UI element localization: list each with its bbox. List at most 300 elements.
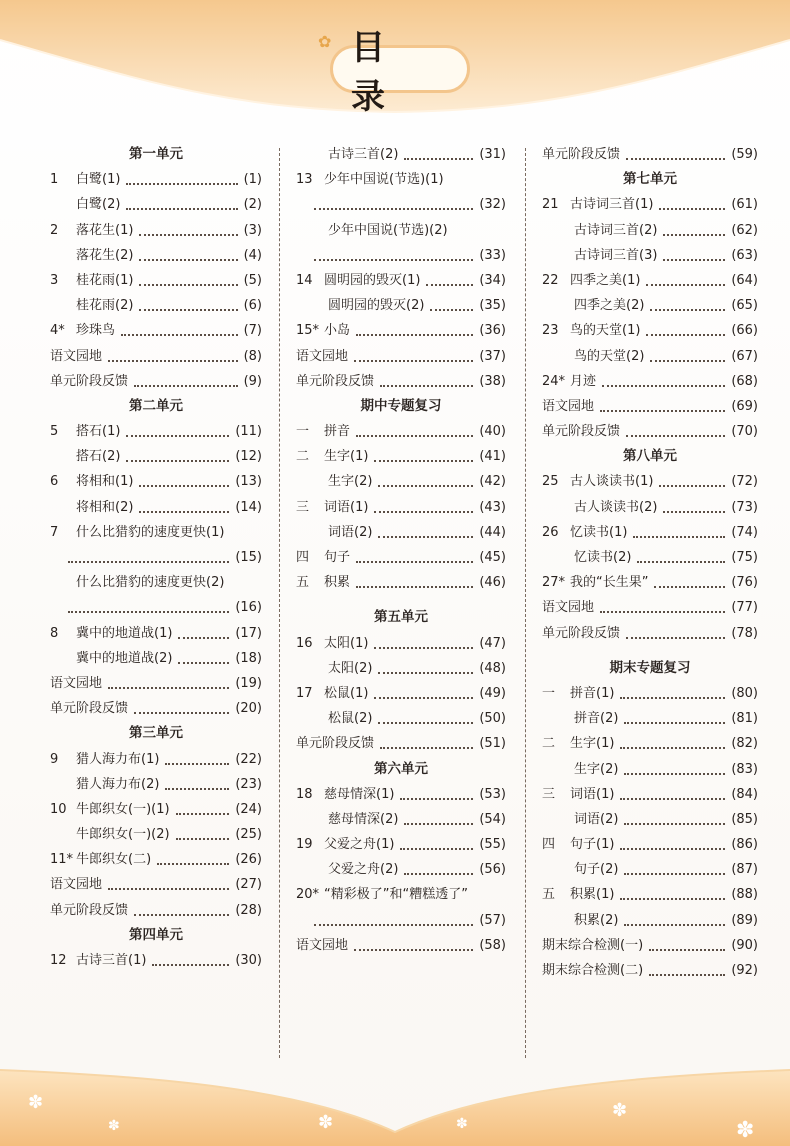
leader-dots — [600, 410, 725, 412]
entry-title: 落花生(2) — [76, 247, 134, 263]
toc-entry — [542, 520, 758, 545]
toc-entry — [50, 495, 262, 520]
leader-dots — [624, 924, 725, 926]
toc-entry — [50, 167, 262, 192]
leader-dots — [380, 747, 473, 749]
leader-dots — [663, 234, 725, 236]
toc-entry — [50, 545, 262, 570]
toc-entry — [50, 696, 262, 721]
entry-title: 四季之美(2) — [574, 298, 645, 314]
entry-title: 生字(1) — [570, 736, 615, 752]
page-number: (17) — [235, 625, 262, 641]
leader-dots — [404, 158, 473, 160]
page-number: (33) — [479, 247, 506, 263]
page-number: (75) — [731, 550, 758, 565]
toc-entry — [542, 570, 758, 595]
toc-entry — [50, 419, 262, 444]
entry-title: 什么比猎豹的速度更快(1) — [76, 524, 225, 540]
toc-entry — [50, 747, 262, 772]
entry-number: 6 — [50, 474, 59, 490]
page-number: (70) — [731, 424, 758, 440]
page-number: (13) — [235, 474, 262, 490]
toc-entry — [542, 142, 758, 167]
toc-column-3 — [542, 142, 758, 983]
entry-title: 冀中的地道战(2) — [76, 650, 173, 666]
page-number: (38) — [479, 373, 506, 389]
toc-entry — [542, 731, 758, 756]
entry-title: 单元阶段反馈 — [50, 902, 129, 918]
entry-number: 1 — [50, 172, 59, 188]
entry-title: 语文园地 — [542, 398, 595, 414]
leader-dots — [139, 485, 229, 487]
leader-dots — [126, 183, 238, 185]
entry-title: 白鹭(2) — [76, 197, 121, 213]
leader-dots — [356, 586, 473, 588]
entry-number: 五 — [296, 575, 310, 591]
leader-dots — [624, 773, 725, 775]
page-number: (89) — [731, 912, 758, 928]
leader-dots — [356, 561, 473, 563]
flower-icon: ✽ — [28, 1092, 44, 1113]
entry-title: 小岛 — [324, 323, 351, 339]
toc-entry — [542, 268, 758, 293]
toc-entry — [50, 243, 262, 268]
toc-entry — [50, 469, 262, 494]
entry-number: 18 — [296, 786, 313, 802]
entry-title: 猎人海力布(2) — [76, 776, 160, 792]
entry-title: 古诗词三首(2) — [574, 222, 658, 238]
entry-number: 三 — [296, 499, 310, 515]
page-number: (73) — [731, 499, 758, 515]
entry-title: 句子(1) — [570, 837, 615, 853]
entry-number: 12 — [50, 953, 67, 968]
spacer — [296, 595, 506, 605]
entry-title: 词语(2) — [574, 811, 619, 827]
leader-dots — [126, 435, 229, 437]
entry-number: 一 — [296, 424, 310, 440]
leader-dots — [633, 536, 725, 538]
leader-dots — [626, 158, 725, 160]
entry-title: 拼音(1) — [570, 685, 615, 701]
entry-title: 语文园地 — [50, 348, 103, 364]
toc-entry — [542, 757, 758, 782]
leader-dots — [108, 687, 229, 689]
section-heading-text: 第五单元 — [374, 609, 428, 626]
toc-entry — [50, 847, 262, 872]
toc-entry — [296, 832, 506, 857]
leader-dots — [380, 385, 473, 387]
toc-entry — [542, 293, 758, 318]
toc-entry — [50, 872, 262, 897]
section-heading-text: 第八单元 — [623, 448, 677, 465]
page-number: (63) — [731, 247, 758, 263]
page-number: (31) — [479, 147, 506, 162]
toc-entry — [50, 218, 262, 243]
toc-entry — [542, 782, 758, 807]
page-number: (65) — [731, 298, 758, 314]
page-number: (19) — [235, 675, 262, 691]
leader-dots — [314, 924, 473, 926]
toc-entry — [542, 344, 758, 369]
toc-entry — [542, 681, 758, 706]
entry-title: 期末综合检测(二) — [542, 963, 644, 978]
leader-dots — [354, 949, 473, 951]
leader-dots — [165, 763, 229, 765]
toc-entry — [542, 807, 758, 832]
page-number: (81) — [731, 711, 758, 727]
leader-dots — [646, 284, 725, 286]
toc-entry — [542, 857, 758, 882]
leader-dots — [663, 511, 725, 513]
section-heading — [542, 167, 758, 192]
toc-entry — [296, 268, 506, 293]
leader-dots — [404, 873, 473, 875]
page-number: (92) — [731, 963, 758, 978]
entry-number: 四 — [542, 837, 556, 853]
leader-dots — [649, 949, 725, 951]
toc-entry — [50, 595, 262, 620]
page-number: (11) — [235, 424, 262, 440]
page-number: (51) — [479, 736, 506, 752]
section-heading-text: 第六单元 — [374, 760, 428, 777]
leader-dots — [624, 873, 725, 875]
toc-entry — [296, 344, 506, 369]
toc-entry — [296, 857, 506, 882]
toc-entry — [296, 318, 506, 343]
entry-title: 古诗词三首(3) — [574, 247, 658, 263]
toc-entry — [542, 243, 758, 268]
page-number: (55) — [479, 837, 506, 853]
toc-entry — [296, 706, 506, 731]
entry-title: 鸟的天堂(1) — [570, 323, 641, 339]
entry-title: 松鼠(1) — [324, 685, 369, 701]
section-heading — [542, 444, 758, 469]
page-number: (86) — [731, 837, 758, 853]
toc-entry — [50, 268, 262, 293]
leader-dots — [620, 848, 725, 850]
page-number: (28) — [235, 902, 262, 918]
page-number: (4) — [243, 247, 262, 263]
page-number: (8) — [243, 348, 262, 364]
leader-dots — [134, 712, 229, 714]
toc-entry — [296, 731, 506, 756]
toc-entry — [542, 706, 758, 731]
toc-entry — [296, 807, 506, 832]
entry-title: 太阳(1) — [324, 635, 369, 651]
leader-dots — [600, 611, 725, 613]
leader-dots — [430, 309, 473, 311]
entry-number: 20* — [296, 887, 320, 903]
page-number: (14) — [235, 499, 262, 515]
leader-dots — [620, 697, 725, 699]
page-number: (42) — [479, 474, 506, 490]
toc-entry — [542, 394, 758, 419]
toc-entry — [50, 293, 262, 318]
page-number: (22) — [235, 751, 262, 767]
entry-title: 生字(2) — [574, 761, 619, 777]
toc-entry — [50, 822, 262, 847]
page-number: (3) — [243, 222, 262, 238]
leader-dots — [356, 334, 473, 336]
leader-dots — [152, 964, 229, 966]
toc-entry — [542, 218, 758, 243]
leader-dots — [620, 898, 725, 900]
entry-title: 语文园地 — [50, 877, 103, 893]
page-number: (48) — [479, 660, 506, 676]
entry-title: 白鹭(1) — [76, 172, 121, 188]
leader-dots — [314, 259, 473, 261]
toc-entry — [50, 797, 262, 822]
leader-dots — [108, 888, 229, 890]
leader-dots — [650, 360, 725, 362]
toc-entry — [542, 192, 758, 217]
toc-entry — [296, 545, 506, 570]
leader-dots — [139, 234, 238, 236]
toc-entry — [542, 908, 758, 933]
entry-title: 什么比猎豹的速度更快(2) — [76, 575, 225, 591]
toc-entry — [542, 419, 758, 444]
leader-dots — [378, 722, 473, 724]
page-number: (20) — [235, 701, 262, 717]
section-heading — [296, 605, 506, 630]
toc-entry — [542, 832, 758, 857]
leader-dots — [649, 974, 725, 976]
toc-entry — [296, 142, 506, 167]
leader-dots — [378, 485, 473, 487]
page-number: (1) — [243, 172, 262, 188]
toc-entry — [50, 520, 262, 545]
flower-icon: ✽ — [736, 1118, 755, 1143]
toc-entry — [296, 681, 506, 706]
entry-number: 五 — [542, 887, 556, 903]
entry-title: 慈母情深(1) — [324, 786, 395, 802]
entry-title: 古诗三首(2) — [328, 147, 399, 162]
leader-dots — [121, 334, 238, 336]
entry-title: 冀中的地道战(1) — [76, 625, 173, 641]
page-number: (90) — [731, 937, 758, 953]
entry-number: 25 — [542, 474, 559, 490]
leader-dots — [624, 823, 725, 825]
entry-title: 单元阶段反馈 — [50, 373, 129, 389]
leader-dots — [178, 662, 229, 664]
page-number: (7) — [243, 323, 262, 339]
page-number: (15) — [235, 550, 262, 565]
entry-title: 单元阶段反馈 — [542, 424, 621, 440]
entry-number: 24* — [542, 373, 566, 389]
toc-entry — [296, 293, 506, 318]
flower-icon: ✽ — [318, 1112, 334, 1133]
leader-dots — [314, 208, 473, 210]
section-heading-text: 第二单元 — [129, 397, 183, 414]
page-number: (46) — [479, 575, 506, 591]
entry-title: 积累(2) — [574, 912, 619, 928]
page-number: (59) — [731, 147, 758, 162]
section-heading — [542, 656, 758, 681]
entry-title: 生字(2) — [328, 474, 373, 490]
entry-title: 拼音 — [324, 424, 351, 440]
page-number: (58) — [479, 937, 506, 953]
toc-entry — [542, 595, 758, 620]
entry-number: 10 — [50, 801, 67, 817]
leader-dots — [374, 647, 473, 649]
entry-title: 句子 — [324, 550, 351, 565]
entry-title: 太阳(2) — [328, 660, 373, 676]
toc-entry — [296, 520, 506, 545]
toc-column-2 — [296, 142, 506, 958]
toc-entry — [296, 908, 506, 933]
page-number: (53) — [479, 786, 506, 802]
entry-title: 父爱之舟(2) — [328, 862, 399, 878]
leader-dots — [134, 385, 238, 387]
page-number: (26) — [235, 852, 262, 868]
section-heading — [296, 394, 506, 419]
toc-entry — [296, 243, 506, 268]
page-number: (50) — [479, 711, 506, 727]
page-number: (16) — [235, 600, 262, 616]
toc-entry — [542, 318, 758, 343]
leader-dots — [126, 460, 229, 462]
entry-number: 17 — [296, 685, 313, 701]
toc-entry — [296, 570, 506, 595]
toc-entry — [542, 621, 758, 646]
entry-title: 牛郎织女(一)(1) — [76, 801, 170, 817]
leader-dots — [620, 747, 725, 749]
page-number: (37) — [479, 348, 506, 364]
entry-title: 古诗三首(1) — [76, 953, 147, 968]
leader-dots — [637, 561, 725, 563]
entry-title: 将相和(1) — [76, 474, 134, 490]
entry-title: 古人谈读书(1) — [570, 474, 654, 490]
page-number: (56) — [479, 862, 506, 878]
entry-title: 牛郎织女(二) — [76, 852, 152, 868]
spacer — [542, 646, 758, 656]
leader-dots — [620, 798, 725, 800]
entry-number: 22 — [542, 272, 559, 288]
page-number: (66) — [731, 323, 758, 339]
toc-entry — [50, 898, 262, 923]
page-number: (24) — [235, 801, 262, 817]
toc-entry — [296, 631, 506, 656]
toc-entry — [50, 621, 262, 646]
section-heading-text: 第三单元 — [129, 725, 183, 742]
section-heading — [296, 757, 506, 782]
entry-number: 一 — [542, 685, 556, 701]
toc-entry — [296, 882, 506, 907]
page-number: (27) — [235, 877, 262, 893]
toc-entry — [542, 933, 758, 958]
entry-title: 句子(2) — [574, 862, 619, 878]
entry-title: 忆读书(1) — [570, 524, 628, 540]
entry-title: 少年中国说(节选)(2) — [328, 222, 448, 238]
entry-title: 语文园地 — [50, 675, 103, 691]
leader-dots — [68, 561, 229, 563]
entry-title: 圆明园的毁灭(1) — [324, 272, 421, 288]
leader-dots — [659, 485, 725, 487]
page-number: (30) — [235, 953, 262, 968]
entry-title: 单元阶段反馈 — [296, 373, 375, 389]
leader-dots — [68, 611, 229, 613]
leader-dots — [626, 637, 725, 639]
page-number: (68) — [731, 373, 758, 389]
page-number: (5) — [243, 272, 262, 288]
toc-entry — [50, 318, 262, 343]
entry-number: 2 — [50, 222, 59, 238]
page-number: (72) — [731, 474, 758, 490]
entry-number: 7 — [50, 524, 59, 540]
entry-title: 父爱之舟(1) — [324, 837, 395, 853]
entry-title: 古诗词三首(1) — [570, 197, 654, 213]
toc-entry — [296, 933, 506, 958]
entry-number: 21 — [542, 197, 559, 213]
toc-entry — [296, 218, 506, 243]
page-number: (49) — [479, 685, 506, 701]
entry-number: 三 — [542, 786, 556, 802]
toc-entry — [542, 545, 758, 570]
section-heading-text: 期中专题复习 — [360, 397, 442, 414]
entry-title: 期末综合检测(一) — [542, 937, 644, 953]
leader-dots — [108, 360, 238, 362]
leader-dots — [400, 848, 473, 850]
page-number: (2) — [243, 197, 262, 213]
leader-dots — [374, 460, 473, 462]
page-number: (57) — [479, 912, 506, 928]
entry-number: 3 — [50, 272, 59, 288]
entry-number: 23 — [542, 323, 559, 339]
entry-title: 我的“长生果” — [570, 575, 649, 591]
leader-dots — [626, 435, 725, 437]
page-number: (43) — [479, 499, 506, 515]
flower-icon: ✽ — [612, 1100, 628, 1121]
leader-dots — [165, 788, 229, 790]
section-heading-text: 第四单元 — [129, 926, 183, 943]
leader-dots — [650, 309, 725, 311]
toc-entry — [296, 167, 506, 192]
page-number: (87) — [731, 862, 758, 878]
page-number: (80) — [731, 685, 758, 701]
leader-dots — [139, 259, 238, 261]
leader-dots — [374, 697, 473, 699]
entry-title: 忆读书(2) — [574, 550, 632, 565]
leader-dots — [400, 798, 473, 800]
leader-dots — [646, 334, 725, 336]
toc-entry — [50, 444, 262, 469]
entry-title: 慈母情深(2) — [328, 811, 399, 827]
entry-title: 单元阶段反馈 — [542, 147, 621, 162]
page-title: 目 录 — [351, 28, 403, 117]
entry-title: 圆明园的毁灭(2) — [328, 298, 425, 314]
leader-dots — [356, 435, 473, 437]
entry-title: 古人谈读书(2) — [574, 499, 658, 515]
entry-title: 积累 — [324, 575, 351, 591]
page-number: (35) — [479, 298, 506, 314]
section-heading — [50, 721, 262, 746]
leader-dots — [157, 863, 229, 865]
toc-entry — [50, 192, 262, 217]
leader-dots — [404, 823, 473, 825]
page-number: (62) — [731, 222, 758, 238]
leader-dots — [378, 672, 473, 674]
leader-dots — [139, 284, 238, 286]
entry-title: 生字(1) — [324, 449, 369, 465]
leader-dots — [602, 385, 725, 387]
entry-number: 19 — [296, 837, 313, 853]
entry-number: 14 — [296, 272, 313, 288]
toc-entry — [542, 882, 758, 907]
page-number: (69) — [731, 398, 758, 414]
page-number: (23) — [235, 776, 262, 792]
entry-number: 二 — [296, 449, 310, 465]
toc-entry — [50, 671, 262, 696]
